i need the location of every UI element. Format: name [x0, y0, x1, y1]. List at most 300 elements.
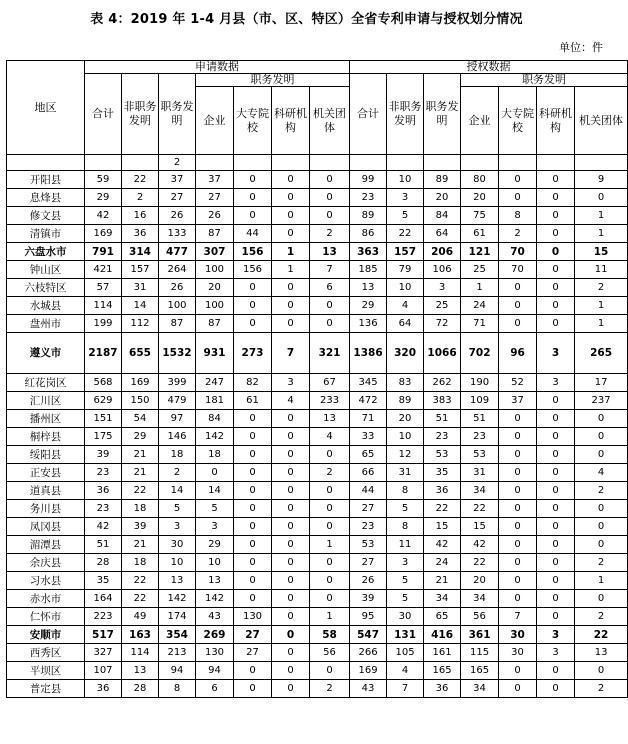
- value-cell: 2: [575, 554, 628, 572]
- value-cell: 66: [350, 464, 387, 482]
- value-cell: 0: [499, 554, 537, 572]
- value-cell: 121: [461, 243, 499, 261]
- value-cell: 8: [499, 207, 537, 225]
- value-cell: 0: [272, 279, 310, 297]
- value-cell: 345: [350, 374, 387, 392]
- value-cell: 2: [310, 680, 350, 698]
- region-name-cell: 习水县: [7, 572, 85, 590]
- value-cell: 3: [196, 518, 234, 536]
- value-cell: 22: [461, 554, 499, 572]
- value-cell: 2: [159, 464, 196, 482]
- value-cell: 3: [537, 333, 575, 374]
- value-cell: 5: [196, 500, 234, 518]
- value-cell: 0: [499, 315, 537, 333]
- value-cell: 99: [350, 171, 387, 189]
- value-cell: 54: [122, 410, 159, 428]
- value-cell: 0: [234, 482, 272, 500]
- region-name-cell: 红花岗区: [7, 374, 85, 392]
- value-cell: 0: [310, 572, 350, 590]
- value-cell: 86: [350, 225, 387, 243]
- table-row: [7, 464, 628, 482]
- value-cell: 2: [499, 225, 537, 243]
- header-region: 地区: [7, 61, 85, 155]
- value-cell: 24: [461, 297, 499, 315]
- value-cell: 169: [122, 374, 159, 392]
- value-cell: 65: [424, 608, 461, 626]
- value-cell: 0: [272, 189, 310, 207]
- table-row: [7, 608, 628, 626]
- value-cell: 13: [122, 662, 159, 680]
- value-cell: 36: [122, 225, 159, 243]
- value-cell: [499, 155, 537, 171]
- value-cell: 80: [461, 171, 499, 189]
- value-cell: 34: [461, 680, 499, 698]
- value-cell: 0: [234, 554, 272, 572]
- table-row: [7, 500, 628, 518]
- value-cell: 42: [424, 536, 461, 554]
- value-cell: 0: [499, 171, 537, 189]
- value-cell: 1066: [424, 333, 461, 374]
- region-name-cell: 盘州市: [7, 315, 85, 333]
- region-name-cell: 六枝特区: [7, 279, 85, 297]
- value-cell: 27: [350, 500, 387, 518]
- header-app-total: 合计: [85, 74, 122, 155]
- value-cell: 0: [310, 207, 350, 225]
- value-cell: 34: [424, 590, 461, 608]
- value-cell: 2: [575, 608, 628, 626]
- value-cell: 0: [310, 518, 350, 536]
- value-cell: 100: [159, 297, 196, 315]
- value-cell: 39: [85, 446, 122, 464]
- table-row: [7, 243, 628, 261]
- value-cell: 0: [537, 279, 575, 297]
- value-cell: 26: [159, 207, 196, 225]
- value-cell: 0: [537, 680, 575, 698]
- value-cell: 39: [350, 590, 387, 608]
- value-cell: 42: [461, 536, 499, 554]
- value-cell: 1: [575, 297, 628, 315]
- value-cell: 42: [85, 207, 122, 225]
- value-cell: 156: [234, 261, 272, 279]
- value-cell: 190: [461, 374, 499, 392]
- value-cell: 4: [575, 464, 628, 482]
- table-row: [7, 644, 628, 662]
- table-row: [7, 374, 628, 392]
- value-cell: 165: [424, 662, 461, 680]
- value-cell: 151: [85, 410, 122, 428]
- value-cell: 20: [461, 572, 499, 590]
- value-cell: 0: [499, 518, 537, 536]
- value-cell: 0: [234, 189, 272, 207]
- value-cell: 0: [272, 626, 310, 644]
- value-cell: 13: [310, 243, 350, 261]
- value-cell: 327: [85, 644, 122, 662]
- value-cell: 265: [575, 333, 628, 374]
- value-cell: [234, 155, 272, 171]
- table-row: [7, 155, 628, 171]
- value-cell: [350, 155, 387, 171]
- value-cell: 33: [350, 428, 387, 446]
- value-cell: 72: [424, 315, 461, 333]
- header-grant-gov: 机关团体: [575, 87, 628, 155]
- value-cell: 27: [234, 644, 272, 662]
- value-cell: 0: [575, 590, 628, 608]
- value-cell: 7: [310, 261, 350, 279]
- region-name-cell: 务川县: [7, 500, 85, 518]
- value-cell: 156: [234, 243, 272, 261]
- value-cell: 0: [575, 428, 628, 446]
- value-cell: 181: [196, 392, 234, 410]
- value-cell: 18: [122, 500, 159, 518]
- value-cell: 84: [196, 410, 234, 428]
- value-cell: 15: [424, 518, 461, 536]
- value-cell: 7: [499, 608, 537, 626]
- value-cell: 39: [122, 518, 159, 536]
- table-row: [7, 554, 628, 572]
- value-cell: 14: [159, 482, 196, 500]
- value-cell: 53: [461, 446, 499, 464]
- value-cell: 702: [461, 333, 499, 374]
- value-cell: 0: [234, 590, 272, 608]
- value-cell: 22: [122, 171, 159, 189]
- value-cell: 3: [537, 644, 575, 662]
- value-cell: 0: [537, 536, 575, 554]
- value-cell: 94: [159, 662, 196, 680]
- value-cell: 89: [350, 207, 387, 225]
- value-cell: 53: [350, 536, 387, 554]
- value-cell: 7: [387, 680, 424, 698]
- value-cell: 0: [234, 572, 272, 590]
- header-grant-college: 大专院校: [499, 87, 537, 155]
- value-cell: 0: [537, 482, 575, 500]
- value-cell: 70: [499, 261, 537, 279]
- value-cell: 2: [122, 189, 159, 207]
- value-cell: 70: [499, 243, 537, 261]
- value-cell: 27: [350, 554, 387, 572]
- region-name-cell: 余庆县: [7, 554, 85, 572]
- value-cell: 23: [85, 464, 122, 482]
- value-cell: 0: [537, 518, 575, 536]
- value-cell: 0: [272, 225, 310, 243]
- value-cell: 0: [310, 315, 350, 333]
- value-cell: 34: [461, 590, 499, 608]
- value-cell: 0: [537, 428, 575, 446]
- value-cell: 105: [387, 644, 424, 662]
- value-cell: 0: [272, 446, 310, 464]
- value-cell: 22: [424, 500, 461, 518]
- value-cell: 114: [122, 644, 159, 662]
- value-cell: 477: [159, 243, 196, 261]
- value-cell: 0: [310, 189, 350, 207]
- value-cell: 21: [424, 572, 461, 590]
- value-cell: 107: [85, 662, 122, 680]
- value-cell: 0: [234, 536, 272, 554]
- value-cell: 0: [272, 680, 310, 698]
- table-row: [7, 171, 628, 189]
- page-title: 表 4：2019 年 1-4 月县（市、区、特区）全省专利申请与授权划分情况: [90, 12, 523, 27]
- value-cell: 0: [499, 536, 537, 554]
- value-cell: 3: [272, 374, 310, 392]
- value-cell: 109: [461, 392, 499, 410]
- value-cell: 0: [537, 608, 575, 626]
- header-grant-enterprise: 企业: [461, 87, 499, 155]
- value-cell: 175: [85, 428, 122, 446]
- value-cell: 100: [196, 297, 234, 315]
- value-cell: 17: [575, 374, 628, 392]
- value-cell: 1: [575, 572, 628, 590]
- value-cell: 4: [310, 428, 350, 446]
- value-cell: 199: [85, 315, 122, 333]
- value-cell: 0: [537, 392, 575, 410]
- value-cell: 0: [234, 428, 272, 446]
- table-row: [7, 261, 628, 279]
- value-cell: 2: [310, 225, 350, 243]
- value-cell: 16: [122, 207, 159, 225]
- value-cell: 51: [424, 410, 461, 428]
- table-row: [7, 189, 628, 207]
- value-cell: 0: [234, 171, 272, 189]
- value-cell: 0: [499, 590, 537, 608]
- value-cell: [575, 155, 628, 171]
- value-cell: 0: [234, 279, 272, 297]
- value-cell: 361: [461, 626, 499, 644]
- value-cell: 49: [122, 608, 159, 626]
- value-cell: 0: [310, 446, 350, 464]
- value-cell: 0: [310, 554, 350, 572]
- value-cell: 1: [461, 279, 499, 297]
- unit-label: 单位：件: [559, 41, 603, 54]
- value-cell: 0: [272, 207, 310, 225]
- value-cell: 0: [234, 446, 272, 464]
- value-cell: 22: [122, 590, 159, 608]
- value-cell: 237: [575, 392, 628, 410]
- value-cell: 67: [310, 374, 350, 392]
- value-cell: 100: [196, 261, 234, 279]
- value-cell: 931: [196, 333, 234, 374]
- value-cell: [310, 155, 350, 171]
- value-cell: 36: [424, 680, 461, 698]
- value-cell: 0: [234, 464, 272, 482]
- value-cell: 8: [387, 518, 424, 536]
- value-cell: 20: [461, 189, 499, 207]
- value-cell: 13: [196, 572, 234, 590]
- value-cell: 568: [85, 374, 122, 392]
- header-grant-research: 科研机构: [537, 87, 575, 155]
- table-row: [7, 662, 628, 680]
- table-row: [7, 428, 628, 446]
- table-row: [7, 680, 628, 698]
- value-cell: 150: [122, 392, 159, 410]
- value-cell: 14: [196, 482, 234, 500]
- value-cell: 25: [424, 297, 461, 315]
- value-cell: 1: [575, 225, 628, 243]
- value-cell: 146: [159, 428, 196, 446]
- value-cell: 1: [575, 207, 628, 225]
- value-cell: 83: [387, 374, 424, 392]
- value-cell: 18: [122, 554, 159, 572]
- value-cell: 0: [537, 189, 575, 207]
- value-cell: 15: [461, 518, 499, 536]
- header-grant-group: 授权数据: [350, 61, 628, 74]
- value-cell: 0: [310, 482, 350, 500]
- region-name-cell: 安顺市: [7, 626, 85, 644]
- table-row: [7, 333, 628, 374]
- header-grant-non-service: 非职务发明: [387, 74, 424, 155]
- value-cell: 174: [159, 608, 196, 626]
- value-cell: 28: [85, 554, 122, 572]
- value-cell: 52: [499, 374, 537, 392]
- table-row: [7, 297, 628, 315]
- value-cell: 61: [461, 225, 499, 243]
- value-cell: 112: [122, 315, 159, 333]
- value-cell: 29: [85, 189, 122, 207]
- header-app-college: 大专院校: [234, 87, 272, 155]
- region-name-cell: 播州区: [7, 410, 85, 428]
- value-cell: 0: [272, 572, 310, 590]
- value-cell: 5: [387, 572, 424, 590]
- region-name-cell: 桐梓县: [7, 428, 85, 446]
- value-cell: 89: [387, 392, 424, 410]
- value-cell: 0: [575, 189, 628, 207]
- value-cell: [387, 155, 424, 171]
- value-cell: 320: [387, 333, 424, 374]
- value-cell: 59: [85, 171, 122, 189]
- value-cell: 0: [537, 446, 575, 464]
- value-cell: 36: [85, 482, 122, 500]
- value-cell: 26: [159, 279, 196, 297]
- value-cell: 0: [272, 644, 310, 662]
- value-cell: 0: [272, 608, 310, 626]
- value-cell: 0: [537, 572, 575, 590]
- value-cell: 133: [159, 225, 196, 243]
- value-cell: [85, 155, 122, 171]
- value-cell: 0: [272, 536, 310, 554]
- value-cell: 5: [387, 590, 424, 608]
- value-cell: 20: [387, 410, 424, 428]
- value-cell: 0: [272, 315, 310, 333]
- header-app-non-service: 非职务发明: [122, 74, 159, 155]
- value-cell: 0: [234, 315, 272, 333]
- value-cell: 34: [461, 482, 499, 500]
- value-cell: 51: [461, 410, 499, 428]
- header-application-group: 申请数据: [85, 61, 350, 74]
- value-cell: 31: [461, 464, 499, 482]
- value-cell: 23: [350, 518, 387, 536]
- value-cell: 4: [272, 392, 310, 410]
- value-cell: 0: [537, 243, 575, 261]
- value-cell: 79: [387, 261, 424, 279]
- value-cell: 25: [461, 261, 499, 279]
- value-cell: 43: [196, 608, 234, 626]
- value-cell: 57: [85, 279, 122, 297]
- value-cell: 307: [196, 243, 234, 261]
- value-cell: 18: [196, 446, 234, 464]
- value-cell: 36: [424, 482, 461, 500]
- value-cell: 363: [350, 243, 387, 261]
- value-cell: 157: [122, 261, 159, 279]
- value-cell: 13: [350, 279, 387, 297]
- value-cell: 94: [196, 662, 234, 680]
- value-cell: 142: [196, 590, 234, 608]
- value-cell: 12: [387, 446, 424, 464]
- value-cell: 44: [350, 482, 387, 500]
- value-cell: 24: [424, 554, 461, 572]
- value-cell: 28: [122, 680, 159, 698]
- value-cell: 223: [85, 608, 122, 626]
- value-cell: 0: [499, 572, 537, 590]
- value-cell: 2: [575, 279, 628, 297]
- value-cell: 10: [159, 554, 196, 572]
- value-cell: 26: [350, 572, 387, 590]
- value-cell: 13: [310, 410, 350, 428]
- value-cell: 213: [159, 644, 196, 662]
- value-cell: 56: [310, 644, 350, 662]
- value-cell: 29: [196, 536, 234, 554]
- value-cell: 0: [272, 464, 310, 482]
- value-cell: 30: [387, 608, 424, 626]
- header-app-enterprise: 企业: [196, 87, 234, 155]
- value-cell: 22: [122, 572, 159, 590]
- value-cell: 0: [234, 680, 272, 698]
- region-name-cell: 平坝区: [7, 662, 85, 680]
- value-cell: 0: [537, 590, 575, 608]
- value-cell: 0: [537, 297, 575, 315]
- value-cell: 165: [461, 662, 499, 680]
- value-cell: 10: [196, 554, 234, 572]
- value-cell: 791: [85, 243, 122, 261]
- region-name-cell: 六盘水市: [7, 243, 85, 261]
- value-cell: 106: [424, 261, 461, 279]
- value-cell: 0: [537, 464, 575, 482]
- table-row: [7, 536, 628, 554]
- value-cell: 43: [350, 680, 387, 698]
- value-cell: 0: [272, 554, 310, 572]
- value-cell: 0: [575, 446, 628, 464]
- table-row: [7, 392, 628, 410]
- value-cell: 0: [272, 482, 310, 500]
- value-cell: 11: [575, 261, 628, 279]
- value-cell: 130: [234, 608, 272, 626]
- value-cell: 2: [575, 482, 628, 500]
- value-cell: 161: [424, 644, 461, 662]
- value-cell: 13: [159, 572, 196, 590]
- value-cell: 1: [575, 315, 628, 333]
- region-name-cell: 钟山区: [7, 261, 85, 279]
- region-name-cell: 仁怀市: [7, 608, 85, 626]
- value-cell: 1532: [159, 333, 196, 374]
- value-cell: 0: [537, 315, 575, 333]
- value-cell: 97: [159, 410, 196, 428]
- value-cell: 22: [122, 482, 159, 500]
- value-cell: 416: [424, 626, 461, 644]
- value-cell: 75: [461, 207, 499, 225]
- value-cell: 0: [310, 590, 350, 608]
- value-cell: 89: [424, 171, 461, 189]
- value-cell: 169: [85, 225, 122, 243]
- table-row: [7, 590, 628, 608]
- value-cell: 264: [159, 261, 196, 279]
- value-cell: 0: [272, 297, 310, 315]
- value-cell: [461, 155, 499, 171]
- value-cell: 20: [424, 189, 461, 207]
- value-cell: 169: [350, 662, 387, 680]
- value-cell: 27: [196, 189, 234, 207]
- value-cell: 37: [196, 171, 234, 189]
- value-cell: 22: [461, 500, 499, 518]
- value-cell: 30: [499, 644, 537, 662]
- region-name-cell: 普定县: [7, 680, 85, 698]
- value-cell: 3: [537, 374, 575, 392]
